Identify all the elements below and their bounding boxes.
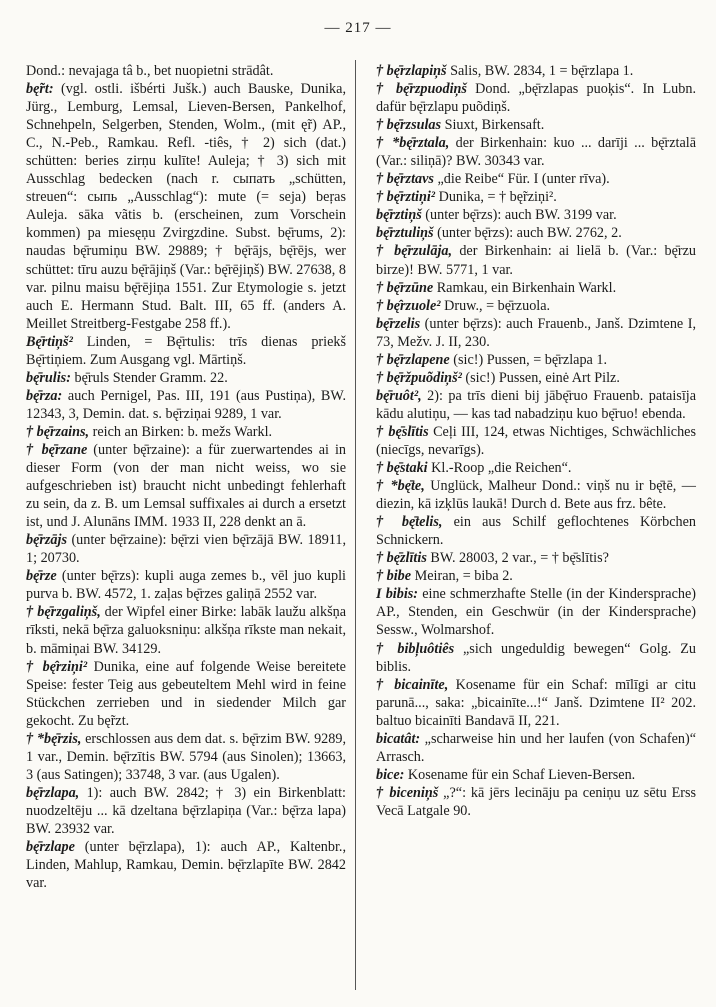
entry-headword: † *bę̄rztala,	[376, 135, 450, 152]
dictionary-entry	[376, 640, 696, 676]
entry-text: (unter bę̄rzlapa), 1): auch AP., Kaltenbr., Linden, Mahlup, Ramkau, Demin. bę̄rzlapīte BW. 2842 var.	[26, 839, 346, 892]
dictionary-entry	[376, 351, 696, 369]
dictionary-entry	[376, 80, 696, 116]
entry-text: Dunika, eine auf folgende Weise bereitete Speise: fester Teig aus gebeuteltem Mehl wird in feine Stückchen zerrieben und in siedender Milch gar gekocht. Zu bę̃rzt.	[26, 658, 346, 729]
entry-text: Linden, = Bę̄rtulis: trīs dienas priekš Bę̄rtiņiem. Zum Ausgang vgl. Mārtiņš.	[26, 333, 346, 368]
entry-text: Ceļi III, 124, etwas Nichtiges, Schwächliches (niecīgs, nevarīgs).	[376, 423, 697, 458]
entry-headword: † bę̄zlītis	[376, 550, 427, 567]
entry-text: der Wipfel einer Birke: labāk laužu alkšņa rīksti, nekā bę̄rza galuoksniņu: alkšņa rīkste man nekait, b. māmiņai BW. 34129.	[26, 604, 347, 657]
dictionary-entry	[376, 784, 696, 820]
entry-text: auch Pernigel, Pas. III, 191 (aus Pustiņa), BW. 12343, 3, Demin. dat. s. bę̄rziņai 9289, 1 var.	[26, 387, 346, 422]
dictionary-entry	[376, 297, 696, 315]
entry-headword: † bę̄rztiņi²	[376, 189, 436, 206]
entry-text: erschlossen aus dem dat. s. bę̄rzim BW. 9289, 1 var., Demin. bę̄rzītis BW. 5794 (aus Sinolen); 13663, 3 (aus Satingen); 33748, 3 var. (aus Ugalen).	[26, 730, 346, 783]
entry-headword: † bę̄telis,	[376, 514, 443, 531]
entry-headword: † bę̄rztavs	[376, 171, 434, 188]
entry-headword: Bę̄rtiņš²	[26, 333, 73, 350]
entry-headword: † bę̄slītis	[376, 423, 429, 440]
dictionary-entry	[376, 423, 696, 459]
entry-text: Kosename für ein Schaf: mīlīgi ar citu parunā..., saka: „bicainīte...!“ Janš. Dzimtene II² 202. baltuo bicainīti Bandavā II, 221.	[376, 676, 696, 729]
entry-text: (unter bę̄rzs): auch BW. 3199 var.	[421, 207, 617, 224]
entry-headword: † bę̂rziņi²	[26, 658, 88, 675]
dictionary-entry	[26, 603, 346, 657]
dictionary-entry	[26, 387, 346, 423]
entry-text: bę̄ruls Stender Gramm. 22.	[70, 369, 228, 386]
entry-text: reich an Birken: b. mežs Warkl.	[89, 423, 273, 440]
dictionary-entry	[376, 242, 696, 278]
entry-text: (vgl. ostli. išbérti Jušk.) auch Bauske, Dunika, Jürg., Lemburg, Lemsal, Lieven-Bersen, Pankelhof, Schnehpeln, Selgerben, Stenden, Wolm., (mit ę̃r) AP., C., N.-Peb., Ramkau. Refl. -tiês, † 2) sich (dat.) schütten: beries zirṇu kulīte! Auleja; † 3) sich mit Ausschlag bedecken (nach r. сыпать „schütten, streuen“: сыпь „Ausschlag“): mute (= seja) beŗas Auleja. sāka vãtis b. (erscheinen, zum Vorschein kommen) pa miesęņu Zvirgzdine. Subst. bę̄rums, 2): naudas bę̄rumiņu BW. 29889; † bę̄rājs, bę̄rējs, wer schüttet: tīru auzu bę̄rājiņš (Var.: bę̄rējiņš) BW. 27638, 8 var. pilnu maisu bę̄rējiņa 1551. Zur Etymologie s. jetzt auch E. Hermann Stud. Balt. III, 65 ff. (anders A. Meillet Streitberg-Festgabe 258 ff.).	[26, 81, 346, 332]
entry-text: (unter bę̄rzs): auch BW. 2762, 2.	[433, 225, 622, 242]
dictionary-entry	[26, 333, 346, 369]
entry-headword: bę̃rt:	[26, 81, 54, 98]
dictionary-entry	[26, 441, 346, 531]
column-divider	[355, 60, 356, 990]
entry-text: BW. 28003, 2 var., = † bę̄slītis?	[426, 550, 609, 567]
entry-headword: bę̄rza:	[26, 387, 63, 404]
entry-headword: bice:	[376, 766, 405, 783]
entry-headword: † bę̄rzūne	[376, 279, 434, 296]
entry-headword: † bę̂rzuole²	[376, 297, 441, 314]
entry-text: (unter bę̄rzaine): a für zuerwartendes ai in dieser Form (von der man nicht weiss, wo sie aufgeschrieben ist) braucht nicht unbedingt fehlerhaft zu sein, da z. B. um Lemsal suffixales ai durch a ersetzt ist, und J. Alunāns IMM. 1933 II, 228 denkt an ā.	[26, 441, 347, 531]
entry-headword: † bę̄ržpuõdiņš²	[376, 369, 462, 386]
dictionary-entry	[376, 567, 696, 585]
entry-headword: † bicainīte,	[376, 676, 449, 693]
dictionary-entry	[376, 116, 696, 134]
entry-headword: bę̄ruôt²,	[376, 387, 422, 404]
entry-text: Salis, BW. 2834, 1 = bę̄rzlapa 1.	[446, 63, 634, 79]
dictionary-entry	[376, 766, 696, 784]
entry-headword: † bibļuôtiês	[376, 640, 455, 657]
dictionary-entry	[376, 315, 696, 351]
entry-headword: bę̄rulis:	[26, 369, 71, 386]
entry-text: Dond. „bę̄rzlapas puoķis“. In Lubn. dafür bę̄rzlapu puõdiņš.	[376, 81, 696, 116]
entry-text: „sich ungeduldig bewegen“ Golg. Zu biblis.	[376, 640, 696, 675]
dictionary-entry	[26, 80, 346, 333]
entry-headword: † bę̄rzlapene	[376, 351, 450, 368]
entry-headword: † *bę̄rzis,	[26, 730, 82, 747]
dictionary-entry	[376, 134, 696, 170]
page-number: — 217 —	[324, 20, 392, 36]
entry-headword: bę̄rzājs	[26, 532, 67, 549]
entry-text: Druw., = bę̄rzuola.	[440, 297, 551, 314]
dictionary-entry	[376, 549, 696, 567]
dictionary-entry	[26, 730, 346, 784]
dictionary-entry	[376, 369, 696, 387]
entry-text: ein aus Schilf geflochtenes Körbchen Schnickern.	[376, 514, 696, 549]
dictionary-entry	[376, 62, 696, 80]
dictionary-entry	[26, 658, 346, 730]
dictionary-entry	[26, 567, 346, 603]
dictionary-entry	[376, 206, 696, 224]
entry-headword: † bę̄staki	[376, 460, 428, 477]
entry-text: Meiran, = biba 2.	[411, 568, 513, 585]
entry-text: (unter bę̄rzs): kupli auga zemes b., vēl juo kupli purva b. BW. 4572, 1. zaļas bę̄rzes galiņā 2552 var.	[26, 568, 346, 603]
entry-text: 1): auch BW. 2842; † 3) ein Birkenblatt: nuodzeltēju ... kā dzeltana bę̄rzlapiņa (Var.: bę̄rza lapa) BW. 23932 var.	[26, 784, 346, 837]
entry-text: „?“: kā jērs lecināju pa ceniņu uz sētu Erss Vecā Latgale 90.	[376, 784, 697, 819]
entry-text: 2): pa trīs dieni bij jābę̄ruo Frauenb. pataisīja kādu alutiņu, — kas tad nabadziņu kuo bę̄ruo! ebenda.	[376, 387, 696, 422]
entry-headword: bę̄rzlapa,	[26, 784, 80, 801]
dictionary-entry	[376, 170, 696, 188]
left-column	[26, 62, 346, 892]
entry-text: (unter bę̄rzaine): bę̄rzi vien bę̄rzājā BW. 18911, 1; 20730.	[26, 532, 346, 567]
entry-text: Siuxt, Birkensaft.	[441, 117, 545, 134]
entry-text: Unglück, Malheur Dond.: viņš nu ir bę̄tē, — diezin, kā izķlūs laukā! Durch d. Bete aus frz. bête.	[376, 478, 696, 513]
entry-headword: bę̄rzlape	[26, 839, 75, 856]
entry-headword: bę̄rztiņš	[376, 207, 422, 224]
entry-headword: bę̄rze	[26, 568, 57, 585]
dictionary-entry	[376, 585, 696, 639]
dictionary-entry	[26, 369, 346, 387]
dictionary-entry	[26, 784, 346, 838]
dictionary-entry	[26, 62, 346, 80]
entry-text: der Birkenhain: ai lielā b. (Var.: bę̄rzu birze)! BW. 5771, 1 var.	[376, 243, 696, 278]
dictionary-entry	[376, 459, 696, 477]
entry-headword: bę̄rzelis	[376, 315, 421, 332]
entry-headword: bicatât:	[376, 730, 421, 747]
entry-text: „die Reibe“ Für. I (unter rīva).	[433, 171, 610, 188]
entry-text: Kl.-Roop „die Reichen“.	[427, 460, 572, 477]
entry-text: Ramkau, ein Birkenhain Warkl.	[433, 279, 617, 296]
entry-headword: † *bę̄te,	[376, 478, 425, 495]
entry-text: „scharweise hin und her laufen (von Schafen)“ Arrasch.	[376, 730, 696, 765]
dictionary-entry	[376, 477, 696, 513]
entry-headword: † bę̄rzlapiņš	[376, 63, 447, 79]
entry-text: (unter bę̄rzs): auch Frauenb., Janš. Dzimtene I, 73, Mežv. J. II, 230.	[376, 315, 696, 350]
dictionary-entry	[26, 423, 346, 441]
dictionary-entry	[376, 676, 696, 730]
entry-text: Dunika, = † bę̃rziņi².	[435, 189, 557, 206]
entry-headword: † bę̄rzulāja,	[376, 243, 453, 260]
entry-headword: I bibis:	[376, 586, 419, 603]
entry-text: (sic!) Pussen, = bę̄rzlapa 1.	[449, 351, 608, 368]
entry-headword: † bę̄rzgaliņš,	[26, 604, 101, 621]
entry-headword: † bę̄rzsulas	[376, 117, 442, 134]
entry-text: Kosename für ein Schaf Lieven-Bersen.	[404, 766, 636, 783]
entry-headword: † bę̄rzpuodiņš	[376, 81, 467, 98]
entry-headword: † bibe	[376, 568, 412, 585]
right-column	[376, 62, 696, 820]
entry-text: der Birkenhain: kuo ... darīji ... bę̄rztalā (Var.: siliņā)? BW. 30343 var.	[376, 135, 696, 170]
dictionary-entry	[376, 387, 696, 423]
dictionary-entry	[376, 188, 696, 206]
entry-headword: † bę̄rzains,	[26, 423, 90, 440]
dictionary-entry	[376, 279, 696, 297]
entry-headword: † biceniņš	[376, 784, 439, 801]
dictionary-entry	[376, 730, 696, 766]
entry-headword: † bę̄rzane	[26, 441, 88, 458]
dictionary-entry	[26, 531, 346, 567]
dictionary-entry	[376, 513, 696, 549]
dictionary-entry	[376, 224, 696, 242]
entry-text: Dond.: nevajaga tâ b., bet nuopietni strādât.	[26, 63, 274, 79]
entry-text: eine schmerzhafte Stelle (in der Kindersprache) AP., Stenden, ein Geschwür (in der Kindersprache) Sessw., Wolmarshof.	[376, 586, 696, 639]
dictionary-entry	[26, 838, 346, 892]
entry-text: (sic!) Pussen, einė Art Pilz.	[461, 369, 620, 386]
entry-headword: bę̄rztuliņš	[376, 225, 434, 242]
